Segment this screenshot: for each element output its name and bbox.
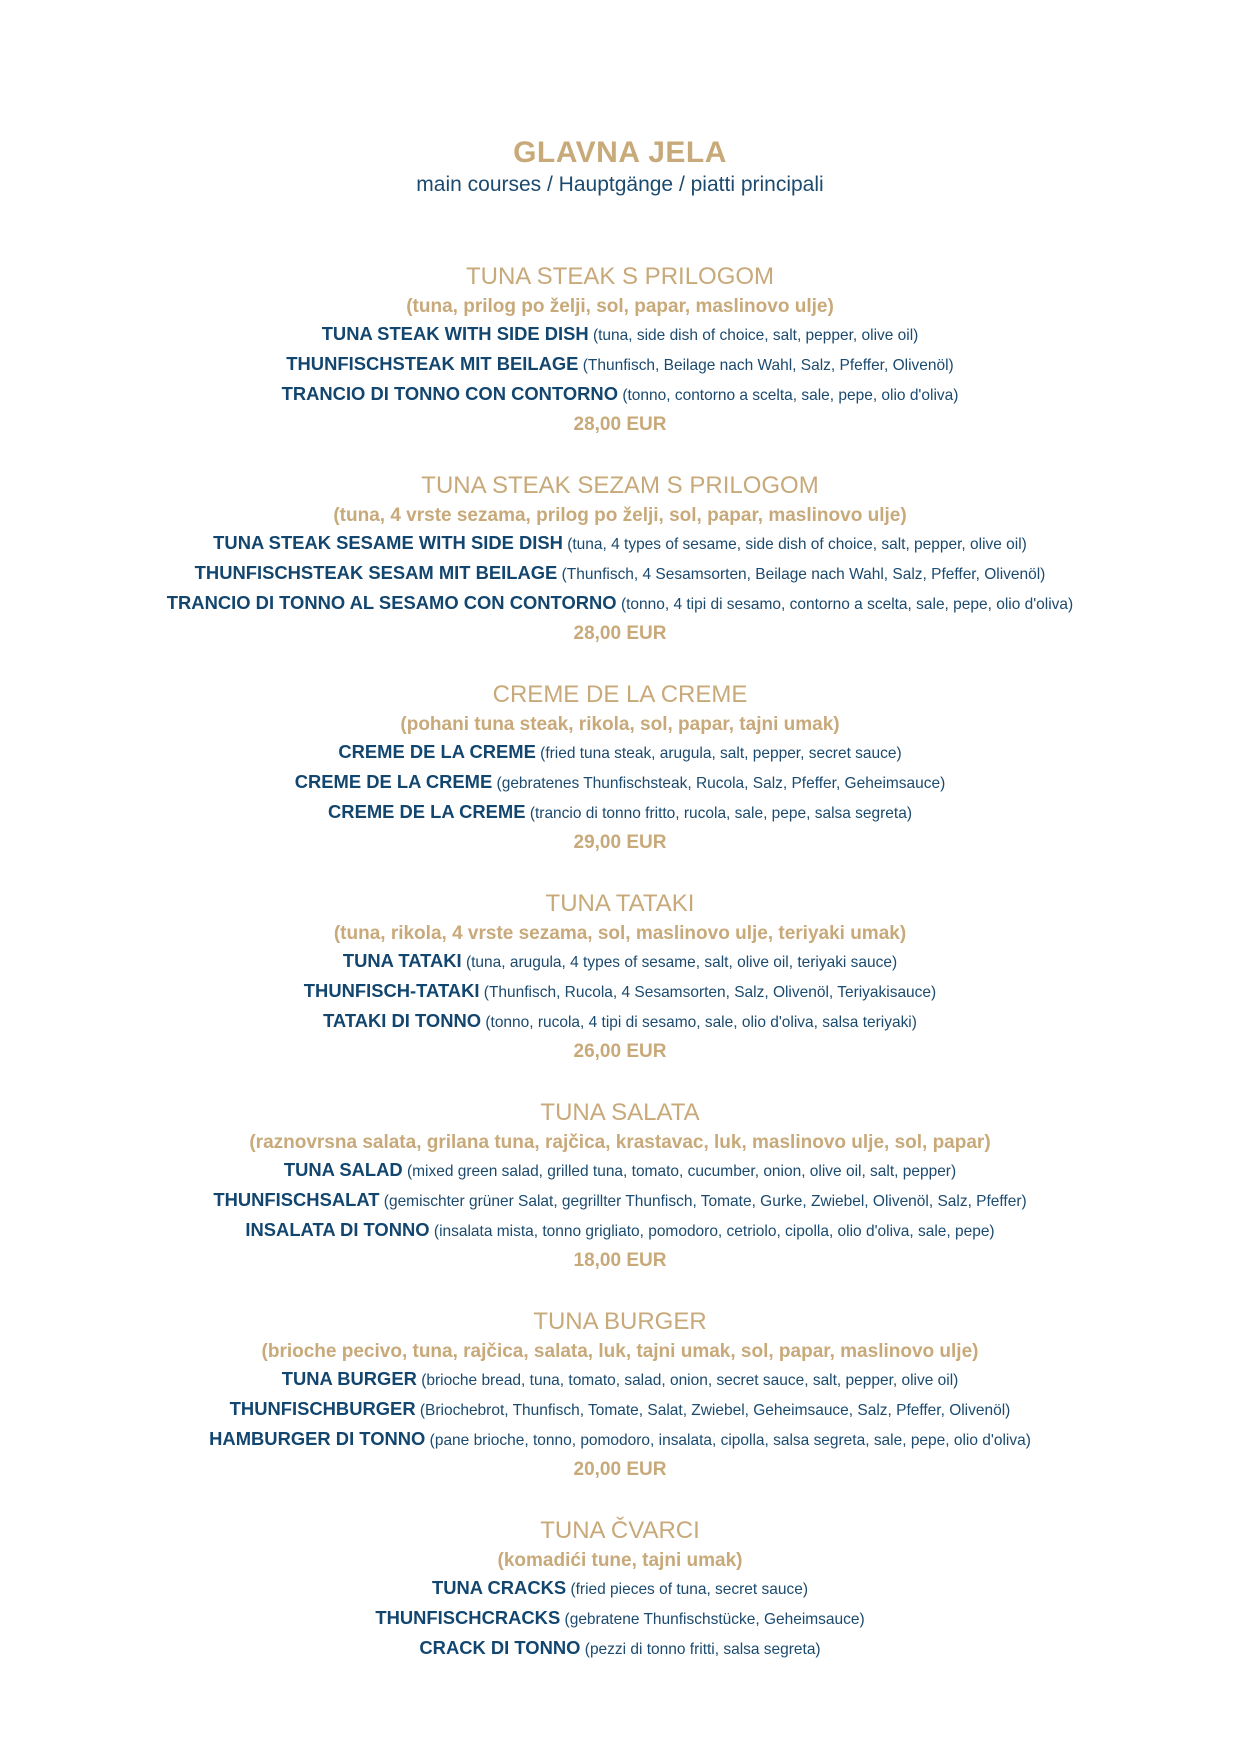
translation-name: THUNFISCH-TATAKI xyxy=(303,981,480,1002)
dish-translation xyxy=(20,1425,1220,1454)
translation-name: TUNA SALAD xyxy=(283,1160,403,1181)
dish-item xyxy=(0,888,1240,1066)
dish-item xyxy=(0,261,1240,439)
dish-translations xyxy=(0,1574,1240,1664)
dish-translation xyxy=(20,559,1220,588)
dish-translation xyxy=(20,1007,1220,1036)
dish-price: 28,00 EUR xyxy=(573,623,667,644)
dish-name: CREME DE LA CREME xyxy=(492,681,748,708)
page-subtitle: main courses / Hauptgänge / piatti principali xyxy=(416,173,824,196)
translation-name: THUNFISCHSTEAK SESAM MIT BEILAGE xyxy=(194,563,558,584)
translation-description: (Thunfisch, Beilage nach Wahl, Salz, Pfeffer, Olivenöl) xyxy=(582,357,954,374)
translation-description: (gebratenes Thunfischsteak, Rucola, Salz, Pfeffer, Geheimsauce) xyxy=(496,775,946,792)
dish-item xyxy=(0,1097,1240,1275)
translation-description: (insalata mista, tonno grigliato, pomodoro, cetriolo, cipolla, olio d'oliva, sale, pepe) xyxy=(433,1223,995,1240)
translation-description: (tuna, arugula, 4 types of sesame, salt, olive oil, teriyaki sauce) xyxy=(465,954,898,971)
translation-name: TRANCIO DI TONNO AL SESAMO CON CONTORNO xyxy=(166,593,617,614)
dish-list xyxy=(0,261,1240,1664)
dish-translations xyxy=(0,738,1240,828)
translation-name: TRANCIO DI TONNO CON CONTORNO xyxy=(281,384,619,405)
dish-name: TUNA SALATA xyxy=(540,1099,700,1126)
translation-name: CREME DE LA CREME xyxy=(294,772,493,793)
menu-header xyxy=(0,135,1240,199)
dish-translation xyxy=(20,380,1220,409)
translation-name: HAMBURGER DI TONNO xyxy=(209,1429,426,1450)
dish-name: TUNA ČVARCI xyxy=(540,1517,700,1544)
dish-translation xyxy=(20,738,1220,767)
translation-name: TUNA STEAK SESAME WITH SIDE DISH xyxy=(213,533,563,554)
translation-name: INSALATA DI TONNO xyxy=(245,1220,430,1241)
translation-name: TUNA TATAKI xyxy=(342,951,462,972)
translation-name: TATAKI DI TONNO xyxy=(323,1011,482,1032)
translation-description: (fried pieces of tuna, secret sauce) xyxy=(570,1581,808,1598)
translation-name: THUNFISCHBURGER xyxy=(229,1399,416,1420)
dish-price: 26,00 EUR xyxy=(573,1041,667,1062)
translation-name: TUNA BURGER xyxy=(281,1369,417,1390)
translation-name: TUNA CRACKS xyxy=(432,1578,567,1599)
translation-description: (tonno, 4 tipi di sesamo, contorno a scelta, sale, pepe, olio d'oliva) xyxy=(620,596,1074,613)
dish-price: 18,00 EUR xyxy=(573,1250,667,1271)
dish-name: TUNA TATAKI xyxy=(545,890,695,917)
dish-name: TUNA BURGER xyxy=(533,1308,707,1335)
dish-translations xyxy=(0,1365,1240,1455)
dish-translations xyxy=(0,1156,1240,1246)
dish-translation xyxy=(20,350,1220,379)
dish-translations xyxy=(0,320,1240,410)
translation-name: CRACK DI TONNO xyxy=(419,1638,581,1659)
translation-name: THUNFISCHSALAT xyxy=(213,1190,380,1211)
dish-translation xyxy=(20,529,1220,558)
translation-description: (Thunfisch, Rucola, 4 Sesamsorten, Salz, Olivenöl, Teriyakisauce) xyxy=(483,984,937,1001)
translation-description: (tonno, rucola, 4 tipi di sesamo, sale, olio d'oliva, salsa teriyaki) xyxy=(485,1014,917,1031)
dish-item xyxy=(0,679,1240,857)
translation-description: (tuna, side dish of choice, salt, pepper, olive oil) xyxy=(592,327,919,344)
dish-translations xyxy=(0,947,1240,1037)
dish-ingredients: (tuna, prilog po želji, sol, papar, maslinovo ulje) xyxy=(406,296,834,317)
dish-item xyxy=(0,1515,1240,1664)
dish-ingredients: (brioche pecivo, tuna, rajčica, salata, luk, tajni umak, sol, papar, maslinovo ulje) xyxy=(261,1341,979,1362)
translation-name: THUNFISCHSTEAK MIT BEILAGE xyxy=(286,354,579,375)
dish-item xyxy=(0,1306,1240,1484)
translation-description: (brioche bread, tuna, tomato, salad, onion, secret sauce, salt, pepper, olive oil) xyxy=(421,1372,959,1389)
translation-name: THUNFISCHCRACKS xyxy=(375,1608,561,1629)
translation-description: (fried tuna steak, arugula, salt, pepper, secret sauce) xyxy=(540,745,902,762)
dish-translation xyxy=(20,589,1220,618)
dish-translation xyxy=(20,320,1220,349)
dish-price: 20,00 EUR xyxy=(573,1459,667,1480)
dish-translation xyxy=(20,1186,1220,1215)
translation-description: (Thunfisch, 4 Sesamsorten, Beilage nach Wahl, Salz, Pfeffer, Olivenöl) xyxy=(561,566,1046,583)
dish-ingredients: (tuna, 4 vrste sezama, prilog po želji, sol, papar, maslinovo ulje) xyxy=(333,505,907,526)
translation-name: CREME DE LA CREME xyxy=(338,742,536,763)
dish-price: 29,00 EUR xyxy=(573,832,667,853)
dish-translation xyxy=(20,768,1220,797)
dish-translation xyxy=(20,1216,1220,1245)
dish-name: TUNA STEAK SEZAM S PRILOGOM xyxy=(421,472,819,499)
translation-description: (gebratene Thunfischstücke, Geheimsauce) xyxy=(564,1611,865,1628)
dish-ingredients: (tuna, rikola, 4 vrste sezama, sol, maslinovo ulje, teriyaki umak) xyxy=(333,923,907,944)
translation-name: TUNA STEAK WITH SIDE DISH xyxy=(321,324,589,345)
translation-description: (gemischter grüner Salat, gegrillter Thunfisch, Tomate, Gurke, Zwiebel, Olivenöl, Salz, Pfeffer) xyxy=(383,1193,1027,1210)
dish-translation xyxy=(20,1604,1220,1633)
dish-translation xyxy=(20,1156,1220,1185)
page-title: GLAVNA JELA xyxy=(513,136,727,169)
dish-translation xyxy=(20,1574,1220,1603)
dish-translation xyxy=(20,947,1220,976)
dish-translation xyxy=(20,977,1220,1006)
dish-item xyxy=(0,470,1240,648)
dish-ingredients: (raznovrsna salata, grilana tuna, rajčica, krastavac, luk, maslinovo ulje, sol, papar) xyxy=(249,1132,991,1153)
translation-description: (trancio di tonno fritto, rucola, sale, pepe, salsa segreta) xyxy=(529,805,912,822)
translation-description: (tonno, contorno a scelta, sale, pepe, olio d'oliva) xyxy=(622,387,959,404)
translation-description: (pane brioche, tonno, pomodoro, insalata, cipolla, salsa segreta, sale, pepe, olio d'oliva) xyxy=(429,1432,1031,1449)
translation-name: CREME DE LA CREME xyxy=(328,802,526,823)
dish-ingredients: (pohani tuna steak, rikola, sol, papar, tajni umak) xyxy=(400,714,840,735)
translation-description: (tuna, 4 types of sesame, side dish of choice, salt, pepper, olive oil) xyxy=(567,536,1027,553)
translation-description: (mixed green salad, grilled tuna, tomato, cucumber, onion, olive oil, salt, pepper) xyxy=(407,1163,957,1180)
dish-ingredients: (komadići tune, tajni umak) xyxy=(497,1550,743,1571)
translation-description: (pezzi di tonno fritti, salsa segreta) xyxy=(584,1641,821,1658)
dish-translation xyxy=(20,1634,1220,1663)
translation-description: (Briochebrot, Thunfisch, Tomate, Salat, Zwiebel, Geheimsauce, Salz, Pfeffer, Olivenöl) xyxy=(419,1402,1011,1419)
dish-translation xyxy=(20,1395,1220,1424)
dish-name: TUNA STEAK S PRILOGOM xyxy=(465,263,775,290)
dish-translation xyxy=(20,1365,1220,1394)
dish-translations xyxy=(0,529,1240,619)
dish-translation xyxy=(20,798,1220,827)
dish-price: 28,00 EUR xyxy=(573,414,667,435)
